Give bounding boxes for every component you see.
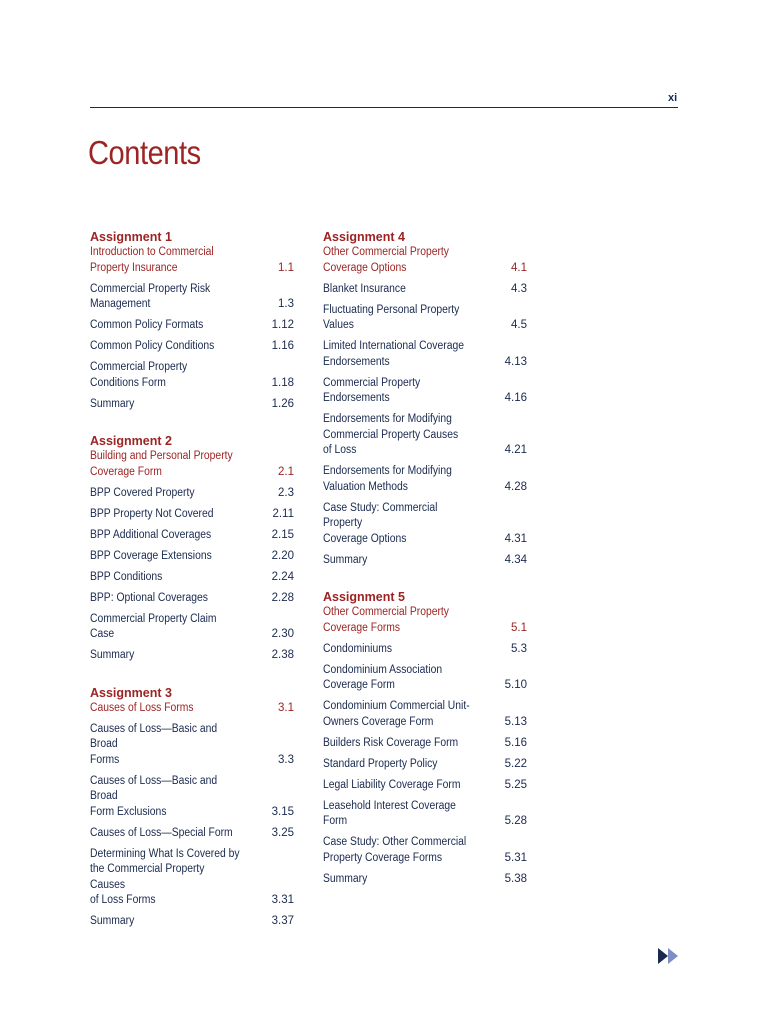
assignment-heading[interactable]: Assignment 4 bbox=[323, 230, 405, 244]
assignment-heading[interactable]: Assignment 3 bbox=[90, 685, 172, 700]
toc-entry-title: Standard Property Policy bbox=[323, 757, 438, 770]
toc-entry[interactable] bbox=[323, 778, 527, 794]
toc-entry-page: 2.1 bbox=[278, 465, 294, 478]
toc-entry[interactable] bbox=[90, 339, 294, 355]
toc-entry[interactable] bbox=[323, 303, 527, 334]
toc-entry[interactable] bbox=[90, 591, 294, 607]
toc-entry[interactable] bbox=[323, 464, 527, 495]
toc-entry-page: 3.25 bbox=[271, 826, 294, 839]
toc-entry-title: Case Study: Commercial Property Coverage Options bbox=[323, 501, 438, 545]
toc-entry[interactable] bbox=[90, 528, 294, 544]
toc-entry[interactable] bbox=[90, 722, 294, 769]
toc-entry[interactable] bbox=[90, 282, 294, 313]
toc-entry-page: 2.24 bbox=[271, 570, 294, 583]
toc-entry-page: 1.26 bbox=[271, 397, 294, 410]
toc-entry-page: 2.15 bbox=[271, 528, 294, 541]
toc-entry-page: 5.22 bbox=[504, 757, 527, 770]
toc-entry-page: 4.13 bbox=[504, 355, 527, 368]
toc-entry-page: 5.1 bbox=[511, 621, 527, 634]
toc-entry-page: 1.18 bbox=[271, 376, 294, 389]
toc-entry[interactable] bbox=[323, 501, 527, 548]
toc-entry-title: Endorsements for Modifying Commercial Property Causes of Loss bbox=[323, 413, 459, 456]
toc-entry-title: Causes of Loss—Basic and Broad Form Exclusions bbox=[90, 774, 218, 818]
toc-entry-page: 4.1 bbox=[511, 261, 527, 274]
toc-entry[interactable] bbox=[90, 612, 294, 643]
toc-entry-title: Legal Liability Coverage Form bbox=[323, 778, 461, 791]
assignment-heading[interactable]: Assignment 1 bbox=[90, 230, 172, 244]
toc-entry-page: 5.28 bbox=[504, 815, 527, 827]
toc-entry[interactable] bbox=[323, 553, 527, 569]
toc-entry-page: 1.16 bbox=[271, 340, 294, 352]
toc-entry-title: Fluctuating Personal Property Values bbox=[323, 303, 460, 331]
toc-entry-page: 2.11 bbox=[272, 507, 294, 520]
assignment-block bbox=[90, 434, 294, 664]
toc-entry[interactable] bbox=[323, 799, 527, 830]
toc-entry[interactable] bbox=[323, 282, 527, 298]
toc-entry-title: Summary bbox=[323, 553, 368, 566]
assignment-intro-entry[interactable] bbox=[90, 701, 294, 717]
toc-entry-page: 4.28 bbox=[504, 480, 527, 493]
toc-entry-page: 2.28 bbox=[271, 591, 294, 604]
page-number: xi bbox=[668, 92, 678, 104]
toc-entry-title: Commercial Property Risk Management bbox=[90, 282, 211, 310]
toc-entry[interactable] bbox=[90, 507, 294, 523]
toc-entry-page: 3.15 bbox=[271, 805, 294, 818]
toc-entry-title: BPP Property Not Covered bbox=[90, 507, 214, 520]
toc-column-right bbox=[323, 230, 527, 909]
toc-entry-page: 2.20 bbox=[271, 549, 294, 562]
toc-entry-page: 3.31 bbox=[271, 894, 294, 906]
toc-entry-title: Commercial Property Endorsements bbox=[323, 376, 421, 404]
toc-entry-title: Builders Risk Coverage Form bbox=[323, 736, 459, 749]
toc-entry[interactable] bbox=[323, 412, 527, 459]
toc-entry-page: 4.34 bbox=[504, 553, 527, 566]
toc-entry-title: Leasehold Interest Coverage Form bbox=[323, 799, 456, 827]
toc-entry[interactable] bbox=[323, 736, 527, 752]
toc-entry[interactable] bbox=[323, 339, 527, 370]
toc-entry-title: Other Commercial Property Coverage Options bbox=[323, 246, 449, 274]
toc-entry-title: Common Policy Formats bbox=[90, 319, 204, 331]
toc-entry[interactable] bbox=[90, 914, 294, 930]
toc-entry-page: 2.30 bbox=[271, 628, 294, 640]
toc-entry-title: Introduction to Commercial Property Insurance bbox=[90, 246, 214, 274]
toc-entry-page: 5.10 bbox=[504, 679, 527, 691]
toc-entry-title: Causes of Loss—Special Form bbox=[90, 826, 233, 839]
chevron-right-icon bbox=[668, 948, 678, 964]
toc-entry-page: 5.25 bbox=[504, 778, 527, 791]
toc-entry[interactable] bbox=[323, 699, 527, 730]
toc-entry-title: Causes of Loss—Basic and Broad Forms bbox=[90, 722, 218, 766]
toc-entry-page: 1.1 bbox=[278, 261, 294, 274]
toc-entry-page: 5.16 bbox=[504, 736, 527, 749]
toc-entry-page: 1.12 bbox=[271, 319, 294, 331]
toc-entry-page: 4.21 bbox=[504, 444, 527, 456]
toc-entry[interactable] bbox=[90, 360, 294, 391]
toc-entry-title: Condominium Association Coverage Form bbox=[323, 663, 443, 691]
toc-entry[interactable] bbox=[323, 835, 527, 866]
assignment-block bbox=[323, 230, 527, 568]
assignment-intro-entry[interactable] bbox=[90, 245, 294, 276]
toc-entry[interactable] bbox=[323, 872, 527, 888]
toc-entry-title: Blanket Insurance bbox=[323, 282, 406, 295]
assignment-intro-entry[interactable] bbox=[323, 245, 527, 276]
toc-column-left bbox=[90, 230, 294, 952]
header-rule bbox=[90, 107, 678, 108]
toc-entry-title: Summary bbox=[90, 649, 135, 661]
toc-entry-page: 4.16 bbox=[504, 392, 527, 404]
toc-entry[interactable] bbox=[90, 774, 294, 821]
assignment-heading[interactable]: Assignment 5 bbox=[323, 590, 405, 604]
toc-entry-title: Commercial Property Claim Case bbox=[90, 612, 217, 640]
toc-entry[interactable] bbox=[323, 642, 527, 658]
page-title: Contents bbox=[88, 134, 201, 171]
toc-entry-title: BPP Conditions bbox=[90, 570, 163, 583]
toc-entry-title: Summary bbox=[90, 397, 135, 410]
toc-entry-page: 4.3 bbox=[511, 282, 527, 295]
toc-entry-page: 2.3 bbox=[278, 486, 294, 499]
toc-entry-page: 3.37 bbox=[271, 915, 294, 927]
toc-entry-page: 5.3 bbox=[511, 642, 527, 655]
toc-entry-page: 4.5 bbox=[511, 319, 527, 331]
toc-entry[interactable] bbox=[90, 397, 294, 413]
toc-entry-title: Determining What Is Covered by the Commercial Property Causes of Loss Forms bbox=[90, 847, 240, 906]
toc-entry-title: BPP Coverage Extensions bbox=[90, 549, 212, 562]
toc-entry-page: 5.38 bbox=[504, 872, 527, 885]
toc-entry[interactable] bbox=[90, 549, 294, 565]
toc-entry-title: BPP: Optional Coverages bbox=[90, 591, 208, 604]
toc-entry-page: 2.38 bbox=[271, 649, 294, 661]
toc-entry[interactable] bbox=[90, 570, 294, 586]
toc-entry-page: 4.31 bbox=[504, 532, 527, 545]
assignment-heading[interactable]: Assignment 2 bbox=[90, 434, 172, 448]
toc-entry[interactable] bbox=[90, 648, 294, 664]
toc-entry-page: 5.13 bbox=[504, 715, 527, 728]
chevron-right-icon bbox=[658, 948, 668, 964]
toc-entry-title: Condominium Commercial Unit- Owners Coverage Form bbox=[323, 700, 470, 728]
toc-entry-page: 1.3 bbox=[278, 298, 294, 310]
assignment-intro-entry[interactable] bbox=[323, 605, 527, 636]
toc-entry-title: Causes of Loss Forms bbox=[90, 701, 194, 714]
toc-entry-title: Summary bbox=[323, 872, 368, 885]
assignment-block bbox=[90, 230, 294, 412]
assignment-block bbox=[90, 686, 294, 930]
toc-entry[interactable] bbox=[90, 486, 294, 502]
toc-entry-title: Case Study: Other Commercial Property Coverage Forms bbox=[323, 836, 467, 864]
toc-entry-title: Other Commercial Property Coverage Forms bbox=[323, 606, 449, 634]
next-page-icon[interactable] bbox=[656, 946, 680, 966]
toc-entry-page: 3.3 bbox=[278, 753, 294, 766]
toc-entry-page: 3.1 bbox=[278, 701, 294, 714]
toc-entry[interactable] bbox=[90, 318, 294, 334]
toc-entry-page: 5.31 bbox=[504, 851, 527, 864]
toc-entry[interactable] bbox=[90, 826, 294, 842]
toc-entry[interactable] bbox=[90, 847, 294, 909]
toc-entry[interactable] bbox=[323, 757, 527, 773]
toc-entry-title: Building and Personal Property Coverage Form bbox=[90, 450, 233, 478]
toc-entry-title: Endorsements for Modifying Valuation Methods bbox=[323, 465, 452, 493]
toc-entry-title: Condominiums bbox=[323, 642, 393, 655]
toc-entry-title: BPP Covered Property bbox=[90, 486, 195, 499]
toc-entry-title: Common Policy Conditions bbox=[90, 340, 215, 352]
toc-entry-title: Limited International Coverage Endorsements bbox=[323, 340, 464, 368]
toc-entry[interactable] bbox=[323, 376, 527, 407]
assignment-intro-entry[interactable] bbox=[90, 449, 294, 480]
toc-entry-title: Summary bbox=[90, 915, 135, 927]
toc-entry-title: BPP Additional Coverages bbox=[90, 528, 212, 541]
toc-entry[interactable] bbox=[323, 663, 527, 694]
assignment-block bbox=[323, 590, 527, 887]
toc-entry-title: Commercial Property Conditions Form bbox=[90, 361, 188, 389]
